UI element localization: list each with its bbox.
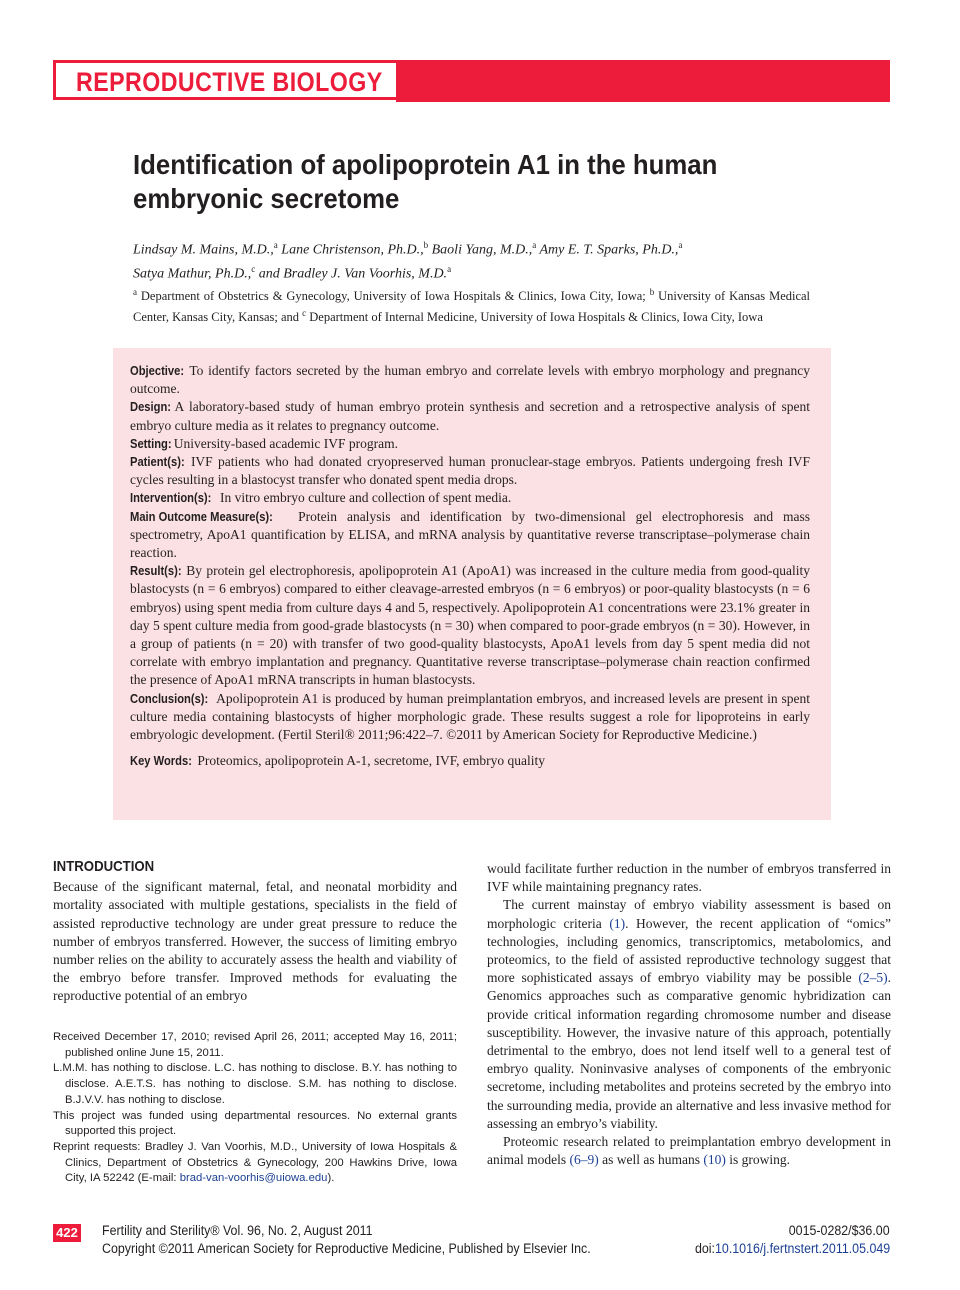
- citation-link[interactable]: (10): [703, 1152, 726, 1168]
- affiliation-mark: b: [649, 287, 655, 297]
- citation-link[interactable]: (2–5): [858, 970, 888, 986]
- section-label: REPRODUCTIVE BIOLOGY: [76, 67, 383, 97]
- affiliation-mark: c: [302, 307, 307, 318]
- title-line-1: Identification of apolipoprotein A1 in the human: [133, 149, 718, 180]
- abstract-text: Apolipoprotein A1 is produced by human preimplantation embryos, and increased levels are present in spent culture media containing blastocysts of higher morphologic grade. These results suggest a role for lipoproteins in early embryologic development. (Fertil Steril® 2011;96:422–7. ©2011 by American Society for Reproductive Medicine.): [130, 690, 810, 743]
- doi-text: [695, 1240, 890, 1258]
- abstract-text: University-based academic IVF program.: [173, 435, 398, 451]
- body-text: The current mainstay of embryo viability assessment is based on morphologic criteria: [487, 897, 891, 931]
- author-affiliation-mark: a: [532, 240, 537, 250]
- abstract-text: In vitro embryo culture and collection of spent media.: [220, 490, 512, 506]
- author: Lindsay M. Mains, M.D.,: [133, 242, 274, 258]
- abstract-text: Protein analysis and identification by two-dimensional gel electrophoresis and mass spectrometry, ApoA1 quantification by ELISA, and mRNA analysis by quantitative reverse transcriptase–polymerase chain reaction.: [130, 508, 811, 561]
- author-affiliation-mark: a: [447, 263, 452, 274]
- body-column-left: [53, 858, 457, 1006]
- body-paragraph: [487, 896, 891, 1133]
- abstract-interventions: [130, 489, 810, 507]
- abstract-objective: [130, 362, 810, 398]
- body-column-right: [487, 860, 891, 1169]
- abstract-design: [130, 398, 810, 434]
- affiliation-text: Department of Internal Medicine, University of Iowa Hospitals & Clinics, Iowa City, Iowa: [309, 309, 763, 324]
- author: Amy E. T. Sparks, Ph.D.,: [539, 242, 679, 258]
- copyright-text: Copyright ©2011 American Society for Reproductive Medicine, Published by Elsevier Inc.: [102, 1241, 591, 1256]
- journal-citation-text: Fertility and Sterility® Vol. 96, No. 2, August 2011: [102, 1223, 373, 1238]
- abstract-text: A laboratory-based study of human embryo protein synthesis and secretion and a retrospective analysis of spent embryo culture media as it relates to pregnancy outcome.: [130, 399, 810, 433]
- abstract-text: Proteomics, apolipoprotein A-1, secretome, IVF, embryo quality: [197, 753, 545, 769]
- disclosure-statement: L.M.M. has nothing to disclose. L.C. has nothing to disclose. B.Y. has nothing to disclose. A.E.T.S. has nothing to disclose. S.M. has nothing to disclose. B.J.V.V. has nothing to disclose.: [53, 1062, 457, 1106]
- abstract-results: [130, 562, 810, 689]
- abstract-text: To identify factors secreted by the human embryo and correlate levels with embryo morphology and pregnancy outcome.: [130, 363, 810, 397]
- abstract-outcome: [130, 508, 810, 563]
- email-link[interactable]: brad-van-voorhis@uiowa.edu: [179, 1172, 328, 1185]
- author-affiliation-mark: c: [251, 263, 256, 274]
- abstract-label: Main Outcome Measure(s):: [130, 508, 273, 524]
- body-text: . However, the recent application of “omics” technologies, including genomics, transcriptomics, metabolomics, and proteomics, to the field of assisted reproductive technology suggest that more sophisticated assays of embryo viability may be possible: [487, 915, 892, 986]
- abstract-label: Patient(s):: [130, 454, 185, 470]
- doi-label: doi:: [694, 1241, 715, 1256]
- citation-link[interactable]: (1): [609, 915, 626, 931]
- abstract-label: Result(s):: [130, 563, 182, 579]
- body-paragraph: [487, 1133, 891, 1169]
- abstract-keywords: [130, 752, 810, 770]
- issn-price-text: 0015-0282/$36.00: [789, 1223, 890, 1238]
- author-affiliation-mark: a: [273, 240, 278, 250]
- author-affiliation-mark: b: [423, 240, 429, 250]
- section-banner: [53, 60, 396, 100]
- abstract-label: Setting:: [130, 435, 172, 451]
- funding-statement: This project was funded using departmental resources. No external grants supported this project.: [53, 1109, 457, 1138]
- body-text: as well as humans: [602, 1152, 700, 1168]
- body-paragraph: Because of the significant maternal, fetal, and neonatal morbidity and mortality associated with multiple gestations, specialists in the field of assisted reproductive technology are under great pressure to reduce the number of embryos transferred. However, the success of limiting embryo number relies on the ability to accurately assess the health and viability of the embryo before transfer. Improved methods for evaluating the reproductive potential of an embryo: [53, 879, 457, 1004]
- affiliation-text: University of Kansas Medical Center, Kansas City, Kansas; and: [133, 289, 811, 324]
- affiliations: [133, 284, 810, 325]
- section-heading: INTRODUCTION: [53, 858, 155, 875]
- doi-line: [678, 1240, 890, 1258]
- section-banner-fill: [396, 60, 890, 102]
- author: and Bradley J. Van Voorhis, M.D.: [258, 266, 448, 282]
- copyright-line: [102, 1240, 633, 1258]
- abstract-label: Conclusion(s):: [130, 690, 209, 706]
- title-line-2: embryonic secretome: [133, 183, 400, 214]
- author: Satya Mathur, Ph.D.,: [133, 266, 252, 282]
- author: Lane Christenson, Ph.D.,: [281, 242, 424, 258]
- reprint-end: ).: [327, 1172, 335, 1185]
- reprint-text: Reprint requests: Bradley J. Van Voorhis, M.D., University of Iowa Hospitals & Clinics, Department of Obstetrics & Gynecology, 200 Hawkins Drive, Iowa City, IA 52242 (E-mail:: [53, 1140, 457, 1185]
- affiliation-text: Department of Obstetrics & Gynecology, University of Iowa Hospitals & Clinics, Iowa City, Iowa;: [140, 289, 646, 304]
- abstract-label: Objective:: [130, 363, 185, 378]
- received-dates: Received December 17, 2010; revised April 26, 2011; accepted May 16, 2011; published online June 15, 2011.: [53, 1031, 457, 1059]
- reprint-requests: [53, 1140, 457, 1187]
- abstract-setting: [130, 435, 810, 453]
- abstract-text: By protein gel electrophoresis, apolipoprotein A1 (ApoA1) was increased in the culture media from good-quality blastocysts (n = 6 embryos) compared to either cleavage-arrested embryos (n = 6 embryos) or poor-quality blastocysts (n = 6 embryos) using spent media from culture days 4 and 5, respectively. Apolipoprotein A1 concentrations were 23.1% greater in day 5 spent culture media from good-grade blastocysts (n = 30) when compared to poor-grade embryos (n = 30). However, in a group of patients (n = 20) with transfer of two good-quality blastocysts, ApoA1 levels from day 5 spent media did not correlate with embryo implantation and pregnancy. Quantitative reverse transcriptase–polymerase chain reaction confirmed the presence of ApoA1 mRNA transcripts in human blastocysts.: [130, 563, 810, 688]
- article-title: [133, 148, 833, 216]
- body-text: is growing.: [729, 1152, 790, 1168]
- issn-price: [780, 1222, 890, 1240]
- author-list: [133, 236, 833, 283]
- author: Baoli Yang, M.D.,: [431, 242, 533, 258]
- article-notes: [53, 1030, 457, 1187]
- body-paragraph: would facilitate further reduction in the number of embryos transferred in IVF while maintaining pregnancy rates.: [487, 861, 891, 895]
- abstract-patients: [130, 453, 810, 489]
- affiliation-mark: a: [133, 287, 137, 297]
- citation-link[interactable]: (6–9): [569, 1152, 599, 1168]
- abstract-text: IVF patients who had donated cryopreserved human pronuclear-stage embryos. Patients undergoing fresh IVF cycles resulting in a blastocyst transfer who donated spent media drops.: [130, 454, 811, 488]
- page-number: 422: [53, 1224, 81, 1242]
- abstract-label: Key Words:: [130, 753, 192, 769]
- doi-link[interactable]: 10.1016/j.fertnstert.2011.05.049: [714, 1241, 890, 1256]
- body-text: . Genomics approaches such as comparative genomic hybridization can provide critical information regarding chromosome number and disease susceptibility. However, the invasive nature of this approach, potentially detrimental to the embryo, does not lend itself well to a general test of embryo quality. Noninvasive analyses of components of the embryonic secretome, including metabolites and proteins secreted by the embryo into the surrounding media, provide an alternative and less invasive method for assessing an embryo’s viability.: [487, 970, 892, 1131]
- abstract-conclusions: [130, 690, 810, 745]
- body-text: Proteomic research related to preimplantation embryo development in animal models: [487, 1134, 891, 1168]
- author-affiliation-mark: a: [678, 240, 683, 250]
- journal-citation: [102, 1222, 396, 1240]
- abstract-box: [113, 348, 831, 820]
- abstract-label: Design:: [130, 399, 171, 415]
- abstract-label: Intervention(s):: [130, 490, 212, 506]
